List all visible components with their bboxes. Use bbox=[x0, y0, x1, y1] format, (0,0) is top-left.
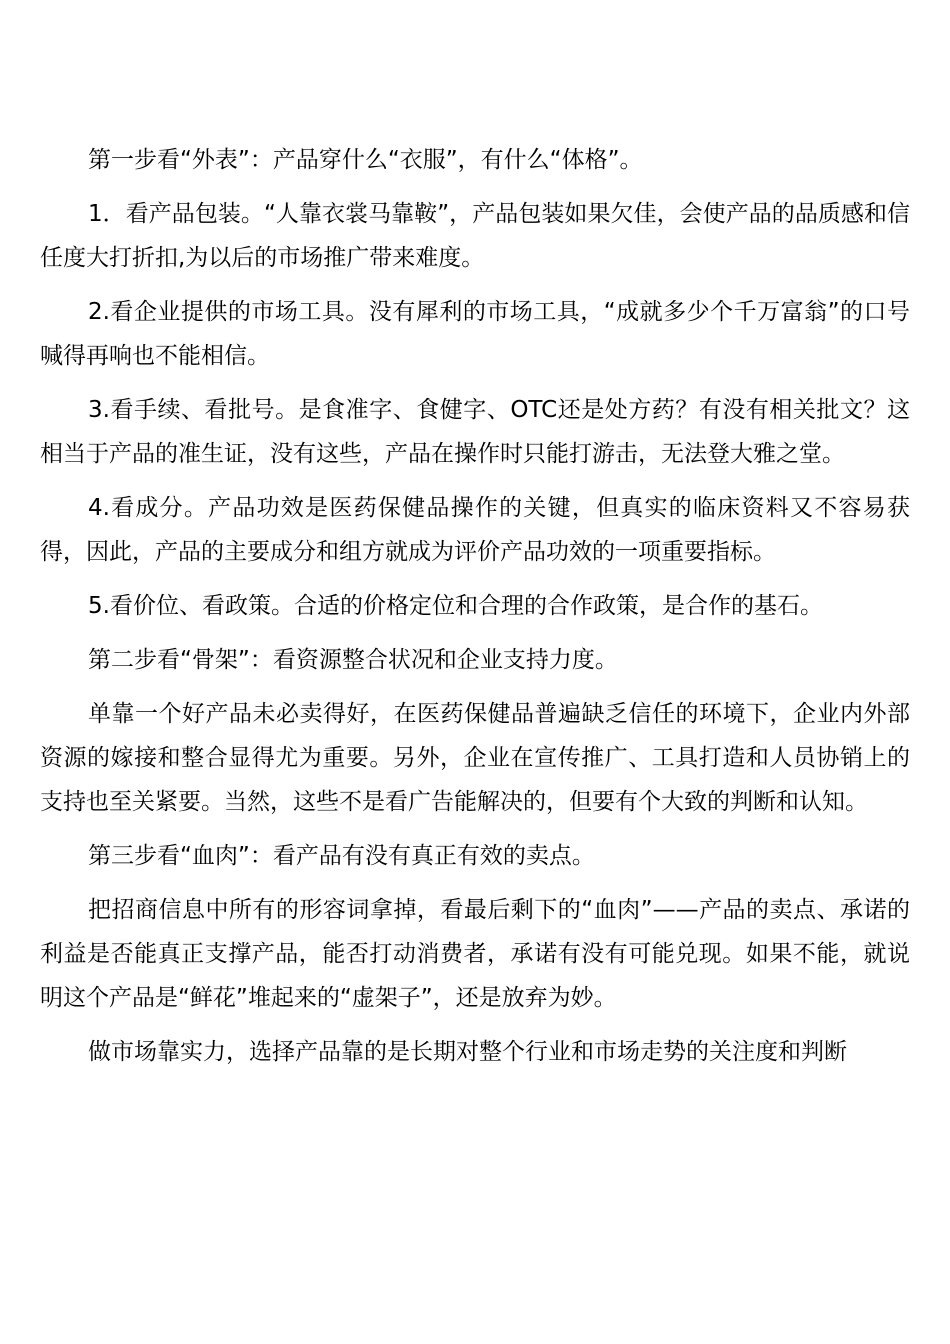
paragraph-item-2: 2.看企业提供的市场工具。没有犀利的市场工具，“成就多少个千万富翁”的口号喊得再响也不能相信。 bbox=[40, 299, 910, 369]
paragraph-item-5: 5.看价位、看政策。合适的价格定位和合理的合作政策，是合作的基石。 bbox=[88, 593, 823, 619]
document-body bbox=[40, 138, 910, 1084]
paragraph-item-4: 4.看成分。产品功效是医药保健品操作的关键，但真实的临床资料又不容易获得，因此，产品的主要成分和组方就成为评价产品功效的一项重要指标。 bbox=[40, 495, 910, 565]
paragraph-conclusion: 做市场靠实力，选择产品靠的是长期对整个行业和市场走势的关注度和判断 bbox=[88, 1039, 847, 1065]
paragraph-step2-heading: 第二步看“骨架”：看资源整合状况和企业支持力度。 bbox=[88, 647, 618, 673]
paragraph-step3-body: 把招商信息中所有的形容词拿掉，看最后剩下的“血肉”——产品的卖点、承诺的利益是否能真正支撑产品，能否打动消费者，承诺有没有可能兑现。如果不能，就说明这个产品是“鲜花”堆起来的“虚架子”，还是放弃为妙。 bbox=[40, 897, 910, 1011]
paragraph-item-1: 1．看产品包装。“人靠衣裳马靠鞍”，产品包装如果欠佳，会使产品的品质感和信任度大打折扣,为以后的市场推广带来难度。 bbox=[40, 201, 910, 271]
paragraph-step2-body: 单靠一个好产品未必卖得好，在医药保健品普遍缺乏信任的环境下，企业内外部资源的嫁接和整合显得尤为重要。另外，企业在宣传推广、工具打造和人员协销上的支持也至关紧要。当然，这些不是看广告能解决的，但要有个大致的判断和认知。 bbox=[40, 701, 910, 815]
paragraph-step1-heading: 第一步看“外表”：产品穿什么“衣服”，有什么“体格”。 bbox=[88, 147, 643, 173]
paragraph-step3-heading: 第三步看“血肉”：看产品有没有真正有效的卖点。 bbox=[88, 843, 595, 869]
paragraph-item-3: 3.看手续、看批号。是食准字、食健字、OTC还是处方药？有没有相关批文？这相当于产品的准生证，没有这些，产品在操作时只能打游击，无法登大雅之堂。 bbox=[40, 397, 910, 467]
